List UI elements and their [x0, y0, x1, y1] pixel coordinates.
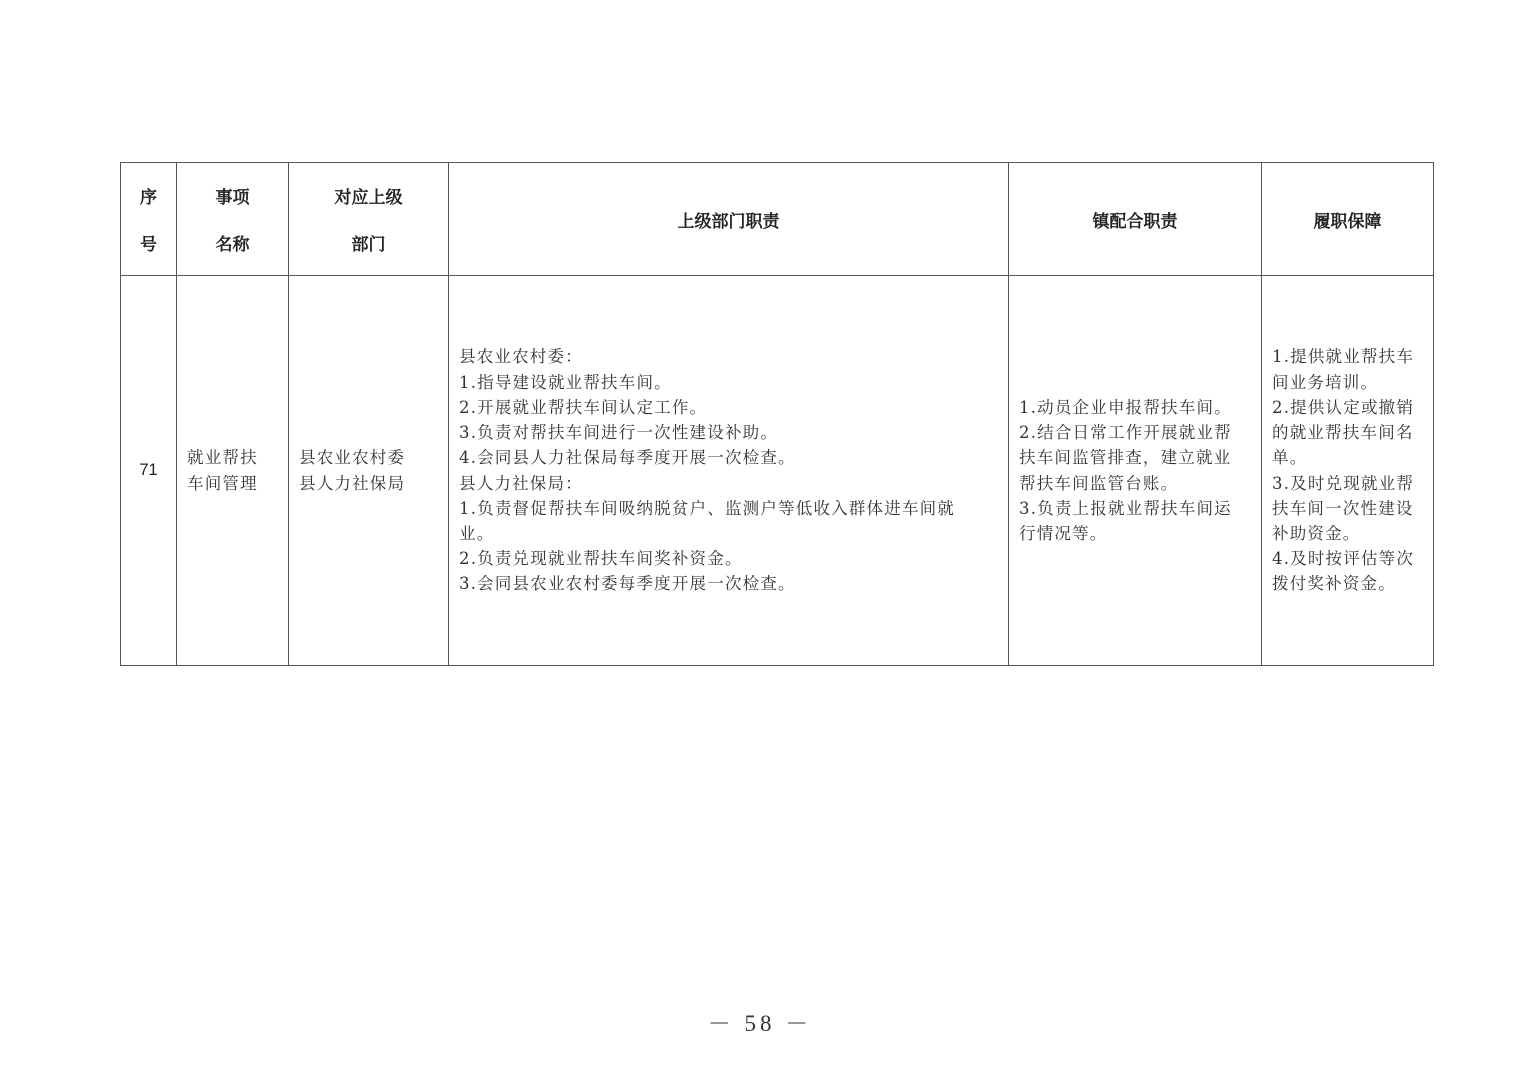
duty-line: 4.会同县人力社保局每季度开展一次检查。 [459, 448, 796, 468]
town-line: 扶车间监管排查，建立就业 [1019, 448, 1232, 468]
duty-line: 县农业农村委： [459, 347, 583, 367]
header-item-line1: 事项 [215, 188, 250, 207]
guarantee-line: 2.提供认定或撤销 [1272, 397, 1415, 417]
guarantee-line: 拨付奖补资金。 [1272, 574, 1396, 594]
row-dept-line: 县农业农村委 [299, 448, 406, 468]
header-dept [289, 163, 449, 276]
row-item-line: 车间管理 [187, 473, 258, 493]
duty-line: 1.负责督促帮扶车间吸纳脱贫户、监测户等低收入群体进车间就 [459, 498, 956, 518]
duty-line: 2.开展就业帮扶车间认定工作。 [459, 397, 708, 417]
guarantee-line: 4.及时按评估等次 [1272, 549, 1415, 569]
row-seq: 71 [121, 276, 177, 666]
header-seq [121, 163, 177, 276]
duty-line: 2.负责兑现就业帮扶车间奖补资金。 [459, 549, 743, 569]
header-guarantee: 履职保障 [1262, 163, 1434, 276]
header-seq-line2: 号 [140, 235, 157, 254]
town-line: 行情况等。 [1019, 523, 1108, 543]
header-item-line2: 名称 [215, 235, 250, 254]
guarantee-line: 1.提供就业帮扶车 [1272, 347, 1415, 367]
header-seq-line1: 序 [140, 188, 157, 207]
duty-line: 1.指导建设就业帮扶车间。 [459, 372, 672, 392]
town-line: 帮扶车间监管台账。 [1019, 473, 1179, 493]
town-line: 1.动员企业申报帮扶车间。 [1019, 397, 1232, 417]
row-item [177, 276, 289, 666]
row-dept-line: 县人力社保局 [299, 473, 406, 493]
header-item [177, 163, 289, 276]
guarantee-line: 间业务培训。 [1272, 372, 1379, 392]
town-line: 2.结合日常工作开展就业帮 [1019, 423, 1232, 443]
row-item-line: 就业帮扶 [187, 448, 258, 468]
town-line: 3.负责上报就业帮扶车间运 [1019, 498, 1232, 518]
header-dept-line2: 部门 [351, 235, 386, 254]
header-duty: 上级部门职责 [449, 163, 1009, 276]
row-dept [289, 276, 449, 666]
duty-line: 3.负责对帮扶车间进行一次性建设补助。 [459, 423, 779, 443]
duty-line: 3.会同县农业农村委每季度开展一次检查。 [459, 574, 796, 594]
duty-line: 县人力社保局： [459, 473, 583, 493]
row-guarantee [1262, 276, 1434, 666]
table-row [121, 276, 1434, 666]
guarantee-line: 3.及时兑现就业帮 [1272, 473, 1415, 493]
header-dept-line1: 对应上级 [334, 188, 403, 207]
guarantee-line: 补助资金。 [1272, 523, 1361, 543]
guarantee-line: 的就业帮扶车间名 [1272, 423, 1414, 443]
header-row [121, 163, 1434, 276]
duty-line: 业。 [459, 523, 495, 543]
header-town: 镇配合职责 [1009, 163, 1262, 276]
page-number: － 58 － [707, 1011, 813, 1036]
guarantee-line: 单。 [1272, 448, 1308, 468]
row-duty [449, 276, 1009, 666]
guarantee-line: 扶车间一次性建设 [1272, 498, 1414, 518]
responsibility-table [120, 162, 1434, 666]
row-town [1009, 276, 1262, 666]
